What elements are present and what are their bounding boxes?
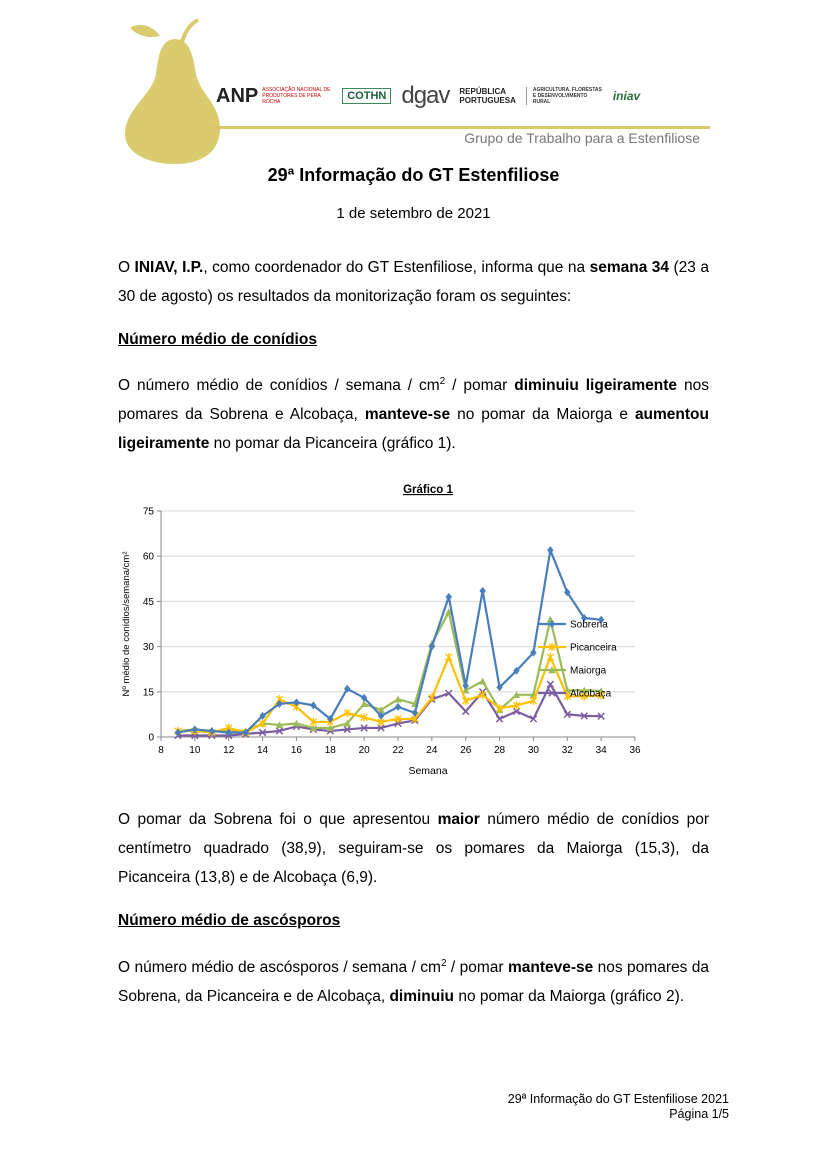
conidios-text-3: nos pomares da Sobrena e Alcobaça, [118, 377, 709, 423]
anp-logo-text: ANP [216, 84, 259, 107]
iniav-logo [613, 89, 640, 103]
chart-point [547, 653, 553, 661]
chart-point [479, 678, 486, 685]
partner-logos [216, 70, 640, 122]
chart-xtick-label: 28 [494, 745, 506, 756]
chart-ytick-label: 45 [142, 596, 154, 608]
chart-ytick-label: 75 [142, 506, 154, 518]
ascosporos-text-3: nos pomares da Sobrena, da Picanceira e de Alcobaça, [118, 959, 709, 1005]
chart-point [463, 708, 469, 714]
chart-xlabel: Semana [408, 765, 448, 777]
conidios-text-2: / pomar [445, 377, 515, 394]
ascosporos-text-2: / pomar [446, 959, 508, 976]
chart-xtick-label: 10 [189, 745, 201, 756]
chart-xtick-label: 36 [629, 745, 641, 756]
ascosporos-text-1: O número médio de ascósporos / semana / cm [118, 959, 441, 976]
group-name: Grupo de Trabalho para a Estenfiliose [464, 130, 700, 146]
chart-legend-label: Alcobaça [570, 688, 612, 700]
chart-legend-item [538, 689, 612, 700]
section-heading-conidios: Número médio de conídios [118, 331, 317, 348]
chart-xtick-label: 16 [290, 745, 302, 756]
chart-xtick-label: 32 [561, 745, 573, 756]
after-chart-paragraph [118, 805, 709, 892]
chart-series-line [178, 657, 601, 732]
chart-point [446, 593, 452, 601]
republica-portuguesa-logo [459, 87, 515, 105]
chart-legend-label: Picanceira [570, 642, 617, 654]
ascosporos-sup: 2 [440, 957, 447, 969]
document-date: 1 de setembro de 2021 [336, 205, 491, 222]
chart-legend-label: Sobrena [570, 619, 608, 631]
chart-point [395, 703, 401, 711]
chart-xtick-label: 20 [358, 745, 370, 756]
chart-xtick-label: 18 [324, 745, 336, 756]
ascosporos-text-4: no pomar da Maiorga (gráfico 2). [454, 988, 685, 1005]
chart-xtick-label: 34 [595, 745, 607, 756]
chart-legend-label: Maiorga [570, 665, 607, 677]
agricultura-text: AGRICULTURA, FLORESTAS E DESENVOLVIMENTO RURAL [532, 87, 602, 105]
chart-title: Gráfico 1 [403, 484, 453, 496]
chart-xtick-label: 14 [257, 745, 269, 756]
conidios-bold-1: diminuiu ligeiramente [514, 377, 678, 394]
chart-legend-item [538, 643, 617, 654]
chart-xtick-label: 8 [158, 745, 164, 756]
chart-xtick-label: 24 [426, 745, 438, 756]
section-heading-ascosporos: Número médio de ascósporos [118, 912, 341, 929]
portuguesa-text: PORTUGUESA [459, 96, 516, 105]
chart-point [446, 653, 452, 661]
intro-bold-2: semana 34 [589, 259, 670, 276]
iniav-logo-text: iniav [612, 89, 641, 103]
cothn-logo-text: COTHN [347, 90, 387, 102]
after-text-2: número médio de conídios por centímetro quadrado (38,9), seguiram-se os pomares da Maiorga (15,3), da Picanceira (13,8) e de Alcobaça (6,9). [118, 811, 709, 886]
page-footer [508, 1092, 729, 1122]
intro-bold-1: INIAV, I.P. [134, 259, 204, 276]
chart-ytick-label: 15 [142, 687, 154, 699]
ascosporos-bold-1: manteve-se [507, 959, 594, 976]
chart-xtick-label: 22 [392, 745, 404, 756]
document-header [120, 14, 710, 164]
header-divider [210, 126, 710, 129]
intro-text-1: O [118, 259, 135, 276]
ascosporos-bold-2: diminuiu [389, 988, 455, 1005]
chart-ytick-label: 0 [148, 732, 154, 744]
chart-ylabel: Nº médio de conídios/semana/cm² [121, 551, 132, 697]
chart-point [479, 587, 485, 595]
anp-logo-subtitle: ASSOCIAÇÃO NACIONAL DE PRODUTORES DE PERA ROCHA [262, 87, 331, 105]
intro-text-3: (23 a 30 de agosto) os resultados da monitorização foram os seguintes: [118, 259, 709, 305]
chart-series-maiorga [174, 608, 605, 734]
chart-legend-item [538, 666, 607, 677]
conidios-text-4: no pomar da Maiorga e [450, 406, 635, 423]
footer-doc-title: 29ª Informação do GT Estenfiliose 2021 [507, 1092, 729, 1106]
intro-paragraph [118, 253, 709, 311]
cothn-logo [342, 88, 391, 104]
conidios-paragraph [118, 371, 709, 458]
conidios-bold-2: manteve-se [364, 406, 451, 423]
page-title: 29ª Informação do GT Estenfiliose [267, 165, 560, 185]
agricultura-logo [526, 87, 603, 105]
conidios-text-1: O número médio de conídios / semana / cm [118, 377, 440, 394]
republica-text: REPÚBLICA [459, 87, 507, 96]
conidios-sup: 2 [439, 375, 446, 387]
chart-grafico-1 [110, 478, 650, 778]
pear-logo-icon [120, 14, 230, 164]
dgav-logo-text: dgav [401, 82, 450, 109]
after-text-1: O pomar da Sobrena foi o que apresentou [118, 811, 438, 828]
intro-text-2: , como coordenador do GT Estenfiliose, informa que na [203, 259, 590, 276]
chart-ytick-label: 30 [142, 642, 154, 654]
chart-xtick-label: 12 [223, 745, 235, 756]
footer-page-number: Página 1/5 [669, 1107, 729, 1121]
conidios-bold-3: aumentou ligeiramente [118, 406, 709, 452]
anp-logo [216, 85, 332, 108]
chart-xtick-label: 26 [460, 745, 472, 756]
conidios-text-5: no pomar da Picanceira (gráfico 1). [209, 435, 456, 452]
dgav-logo [401, 82, 449, 110]
chart-xtick-label: 30 [527, 745, 539, 756]
chart-ytick-label: 60 [142, 551, 154, 563]
ascosporos-paragraph [118, 953, 709, 1011]
after-bold-1: maior [437, 811, 480, 828]
